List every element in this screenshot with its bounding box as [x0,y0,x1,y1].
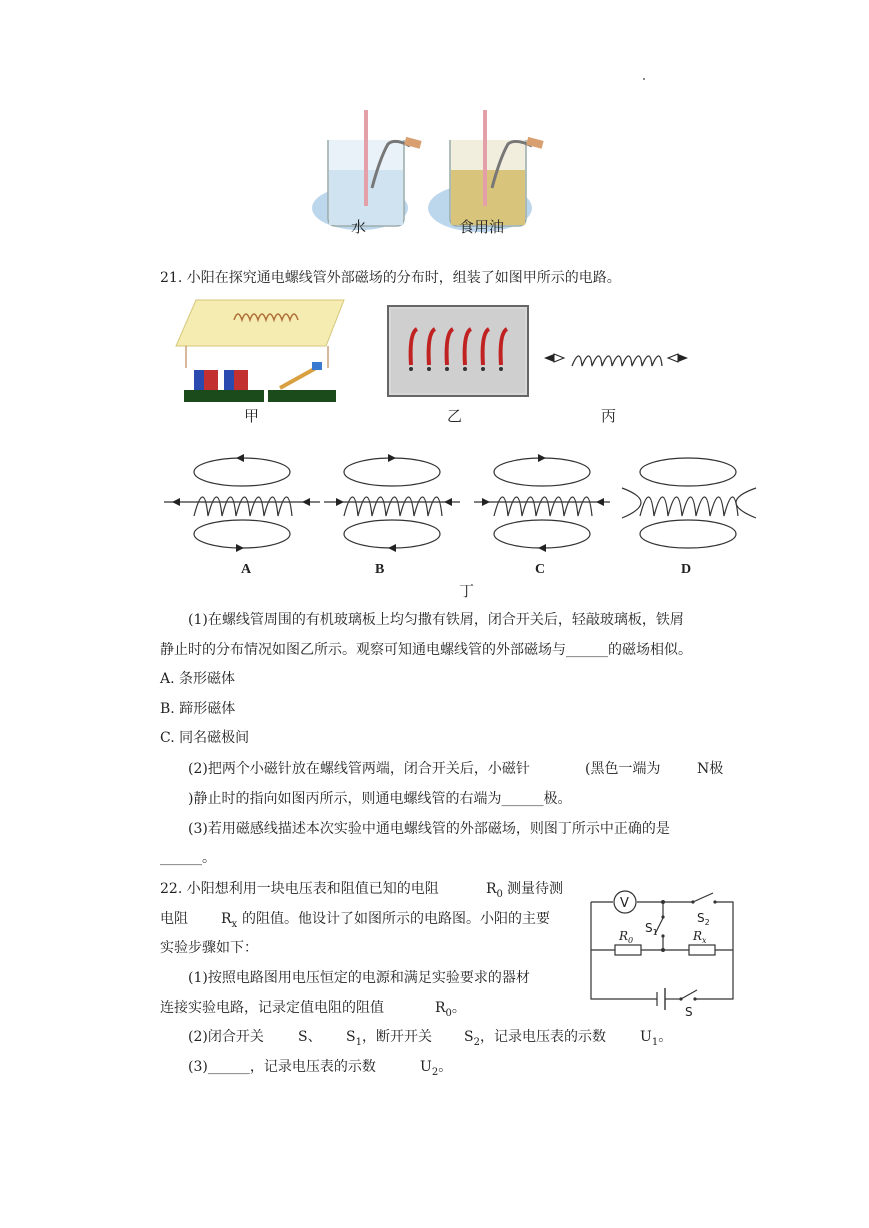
q22-step2-g: $U_1$。 [640,1029,673,1048]
q22-step2-e: $S_2$ [464,1029,480,1048]
q22-step3-u2: $U_2$。 [420,1059,453,1078]
beaker-oil-label: 食用油 [459,218,505,236]
figure-ding-label: 丁 [459,582,475,600]
q21-part1-line2: 静止时的分布情况如图乙所示。观察可知通电螺线管的外部磁场与______的磁场相似。 [160,642,692,658]
circuit-s-label: S [685,1005,693,1019]
q21-part3-line2: ______。 [160,850,216,866]
option-d-label: D [681,562,692,577]
figure-jia-label: 甲 [244,407,260,425]
q22-step1-line2: 连接实验电路，记录定值电阻的阻值 [160,1000,384,1016]
q22-step2-c: $S_1$ [346,1029,362,1048]
circuit-s1-label: $S_1$ [645,921,658,937]
figure-bing-label: 丙 [601,407,617,425]
q21-choice-a: A. 条形磁体 [160,671,236,687]
q21-part2-c: N极 [697,761,724,777]
page-dot [643,78,645,80]
q21-stem: 21. 小阳在探究通电螺线管外部磁场的分布时，组装了如图甲所示的电路。 [160,270,621,286]
q22-line1-c: 测量待测 [507,881,563,897]
q22-step3-a: (3)______，记录电压表的示数 [188,1059,376,1075]
q22-step2-d: ，断开开关 [362,1029,432,1045]
q22-line2-c: 的阻值。他设计了如图所示的电路图。小阳的主要 [242,911,550,927]
option-a-label: A [241,562,252,577]
q22-line1-a: 22. 小阳想利用一块电压表和阻值已知的电阻 [160,881,439,897]
beakers-figure [310,108,555,240]
q22-step1-line1: (1)按照电路图用电压恒定的电源和满足实验要求的器材 [188,970,530,986]
q22-step1-r0: $R_0$。 [435,1000,466,1019]
figure-yi-label: 乙 [447,407,463,425]
q22-line1-r0: $R_0$ [486,881,503,900]
q21-part1-line1: (1)在螺线管周围的有机玻璃板上均匀撒有铁屑，闭合开关后，轻敲玻璃板，铁屑 [188,612,684,628]
q21-part2-a: (2)把两个小磁针放在螺线管两端，闭合开关后，小磁针 [188,761,530,777]
q21-choice-b: B. 蹄形磁体 [160,701,236,717]
q21-part2-b: (黑色一端为 [585,761,661,777]
beaker-water-label: 水 [351,218,367,236]
option-b-label: B [375,562,385,577]
figure-jia [176,298,346,406]
circuit-voltmeter-label: V [620,896,629,911]
circuit-s2-label: $S_2$ [697,911,710,927]
circuit-r0-label: $R_0$ [619,929,634,945]
figure-yi [387,305,529,397]
q21-part3-line1: (3)若用磁感线描述本次实验中通电螺线管的外部磁场，则图丁所示中正确的是 [188,821,670,837]
q21-part2-line2: )静止时的指向如图丙所示，则通电螺线管的右端为______极。 [188,791,572,807]
figure-bing [542,340,690,376]
q22-step2-f: ，记录电压表的示数 [480,1029,606,1045]
q22-step2-b: S、 [298,1029,322,1045]
q22-line2-rx: $R_x$ [221,911,238,930]
figure-ding [160,448,760,558]
circuit-diagram [585,884,740,1019]
circuit-rx-label: $R_x$ [693,929,707,945]
option-c-label: C [535,562,546,577]
q22-line3: 实验步骤如下： [160,940,258,956]
q22-line2-a: 电阻 [160,911,188,927]
q22-step2-a: (2)闭合开关 [188,1029,264,1045]
q21-choice-c: C. 同名磁极间 [160,730,250,746]
